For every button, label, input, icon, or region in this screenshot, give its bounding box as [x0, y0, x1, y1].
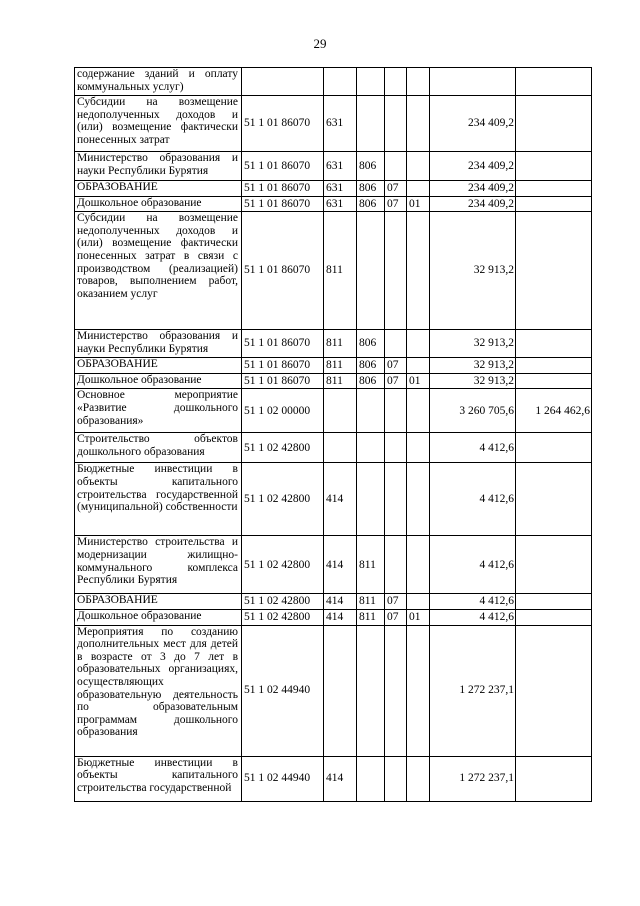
subsection-cell	[407, 756, 430, 801]
ministry-code-cell	[357, 389, 385, 433]
target-article-cell: 51 1 01 86070	[242, 96, 324, 152]
amount-cell: 32 913,2	[430, 212, 516, 330]
row-name-cell: Субсидии на возмещение недополученных доходов и (или) возмещение фактически понесенных затрат в связи с производством (реализацией) товаров, выполнением работ, оказанием услуг	[75, 212, 242, 330]
expense-type-cell	[324, 433, 357, 463]
subsection-cell	[407, 68, 430, 96]
section-cell	[385, 96, 407, 152]
amount-cell: 4 412,6	[430, 594, 516, 610]
target-article-cell: 51 1 02 44940	[242, 625, 324, 756]
amount-extra-cell	[516, 463, 592, 536]
target-article-cell: 51 1 02 42800	[242, 609, 324, 625]
section-cell: 07	[385, 609, 407, 625]
subsection-cell	[407, 594, 430, 610]
target-article-cell: 51 1 01 86070	[242, 373, 324, 389]
target-article-cell: 51 1 01 86070	[242, 358, 324, 374]
ministry-code-cell	[357, 433, 385, 463]
subsection-cell	[407, 330, 430, 358]
table-row	[75, 625, 592, 756]
table-row	[75, 358, 592, 374]
ministry-code-cell: 811	[357, 536, 385, 594]
budget-table	[74, 67, 592, 802]
table-row	[75, 433, 592, 463]
table-row	[75, 756, 592, 801]
row-name-cell: Субсидии на возмещение недополученных доходов и (или) возмещение фактически понесенных затрат	[75, 96, 242, 152]
row-name-cell: Дошкольное образование	[75, 196, 242, 212]
amount-extra-cell	[516, 373, 592, 389]
amount-extra-cell	[516, 212, 592, 330]
row-name-cell: Мероприятия по созданию дополнительных мест для детей в возрасте от 3 до 7 лет в образовательных организациях, осуществляющих образовательную деятельность по образовательным программам дошкольного образования	[75, 625, 242, 756]
ministry-code-cell	[357, 96, 385, 152]
row-name-cell: Строительство объектов дошкольного образования	[75, 433, 242, 463]
table-row	[75, 96, 592, 152]
expense-type-cell: 811	[324, 358, 357, 374]
subsection-cell	[407, 152, 430, 181]
amount-cell: 4 412,6	[430, 536, 516, 594]
budget-table-body	[75, 68, 592, 802]
amount-cell: 234 409,2	[430, 181, 516, 197]
amount-extra-cell	[516, 330, 592, 358]
expense-type-cell: 414	[324, 536, 357, 594]
table-row	[75, 212, 592, 330]
subsection-cell: 01	[407, 609, 430, 625]
target-article-cell	[242, 68, 324, 96]
table-row	[75, 181, 592, 197]
amount-extra-cell	[516, 609, 592, 625]
subsection-cell	[407, 358, 430, 374]
amount-cell: 234 409,2	[430, 96, 516, 152]
amount-cell: 1 272 237,1	[430, 756, 516, 801]
section-cell	[385, 212, 407, 330]
amount-cell: 4 412,6	[430, 609, 516, 625]
amount-extra-cell	[516, 181, 592, 197]
ministry-code-cell	[357, 625, 385, 756]
page-number: 29	[313, 36, 327, 51]
subsection-cell	[407, 433, 430, 463]
section-cell	[385, 536, 407, 594]
section-cell	[385, 433, 407, 463]
row-name-cell: Бюджетные инвестиции в объекты капитального строительства государственной	[75, 756, 242, 801]
row-name-cell: ОБРАЗОВАНИЕ	[75, 181, 242, 197]
section-cell: 07	[385, 358, 407, 374]
table-row	[75, 389, 592, 433]
amount-cell: 234 409,2	[430, 196, 516, 212]
ministry-code-cell: 811	[357, 609, 385, 625]
amount-extra-cell: 1 264 462,6	[516, 389, 592, 433]
row-name-cell: ОБРАЗОВАНИЕ	[75, 594, 242, 610]
expense-type-cell	[324, 625, 357, 756]
subsection-cell: 01	[407, 373, 430, 389]
subsection-cell: 01	[407, 196, 430, 212]
target-article-cell: 51 1 02 00000	[242, 389, 324, 433]
section-cell	[385, 463, 407, 536]
expense-type-cell: 414	[324, 463, 357, 536]
row-name-cell: Министерство образования и науки Республики Бурятия	[75, 330, 242, 358]
amount-extra-cell	[516, 756, 592, 801]
table-row	[75, 609, 592, 625]
section-cell	[385, 330, 407, 358]
expense-type-cell: 631	[324, 181, 357, 197]
amount-extra-cell	[516, 536, 592, 594]
subsection-cell	[407, 536, 430, 594]
amount-extra-cell	[516, 68, 592, 96]
amount-extra-cell	[516, 594, 592, 610]
expense-type-cell: 811	[324, 212, 357, 330]
target-article-cell: 51 1 02 42800	[242, 433, 324, 463]
ministry-code-cell: 806	[357, 152, 385, 181]
target-article-cell: 51 1 02 42800	[242, 463, 324, 536]
amount-extra-cell	[516, 196, 592, 212]
amount-cell: 4 412,6	[430, 463, 516, 536]
expense-type-cell: 811	[324, 330, 357, 358]
row-name-cell: ОБРАЗОВАНИЕ	[75, 358, 242, 374]
amount-extra-cell	[516, 96, 592, 152]
subsection-cell	[407, 625, 430, 756]
amount-extra-cell	[516, 625, 592, 756]
table-row	[75, 196, 592, 212]
expense-type-cell: 414	[324, 594, 357, 610]
amount-extra-cell	[516, 358, 592, 374]
subsection-cell	[407, 181, 430, 197]
amount-cell: 32 913,2	[430, 358, 516, 374]
section-cell	[385, 68, 407, 96]
ministry-code-cell	[357, 463, 385, 536]
amount-cell: 1 272 237,1	[430, 625, 516, 756]
target-article-cell: 51 1 01 86070	[242, 330, 324, 358]
row-name-cell: Дошкольное образование	[75, 373, 242, 389]
target-article-cell: 51 1 01 86070	[242, 196, 324, 212]
ministry-code-cell: 806	[357, 358, 385, 374]
expense-type-cell: 414	[324, 756, 357, 801]
amount-cell: 234 409,2	[430, 152, 516, 181]
expense-type-cell	[324, 68, 357, 96]
section-cell: 07	[385, 181, 407, 197]
row-name-cell: Бюджетные инвестиции в объекты капитального строительства государственной (муниципальной) собственности	[75, 463, 242, 536]
row-name-cell: Дошкольное образование	[75, 609, 242, 625]
target-article-cell: 51 1 02 44940	[242, 756, 324, 801]
ministry-code-cell: 806	[357, 373, 385, 389]
ministry-code-cell	[357, 68, 385, 96]
ministry-code-cell: 806	[357, 181, 385, 197]
table-row	[75, 594, 592, 610]
amount-extra-cell	[516, 152, 592, 181]
row-name-cell: Основное мероприятие «Развитие дошкольного образования»	[75, 389, 242, 433]
expense-type-cell: 414	[324, 609, 357, 625]
expense-type-cell: 631	[324, 96, 357, 152]
table-row	[75, 463, 592, 536]
ministry-code-cell	[357, 212, 385, 330]
ministry-code-cell	[357, 756, 385, 801]
table-row	[75, 330, 592, 358]
section-cell: 07	[385, 594, 407, 610]
expense-type-cell	[324, 389, 357, 433]
target-article-cell: 51 1 01 86070	[242, 181, 324, 197]
amount-extra-cell	[516, 433, 592, 463]
ministry-code-cell: 806	[357, 330, 385, 358]
section-cell: 07	[385, 196, 407, 212]
section-cell	[385, 152, 407, 181]
section-cell	[385, 389, 407, 433]
amount-cell: 3 260 705,6	[430, 389, 516, 433]
subsection-cell	[407, 389, 430, 433]
table-row	[75, 373, 592, 389]
section-cell: 07	[385, 373, 407, 389]
amount-cell: 32 913,2	[430, 373, 516, 389]
table-row	[75, 536, 592, 594]
row-name-cell: Министерство образования и науки Республики Бурятия	[75, 152, 242, 181]
expense-type-cell: 631	[324, 152, 357, 181]
amount-cell: 32 913,2	[430, 330, 516, 358]
ministry-code-cell: 806	[357, 196, 385, 212]
target-article-cell: 51 1 02 42800	[242, 594, 324, 610]
target-article-cell: 51 1 01 86070	[242, 212, 324, 330]
row-name-cell: содержание зданий и оплату коммунальных услуг)	[75, 68, 242, 96]
section-cell	[385, 756, 407, 801]
subsection-cell	[407, 96, 430, 152]
target-article-cell: 51 1 02 42800	[242, 536, 324, 594]
table-row	[75, 152, 592, 181]
section-cell	[385, 625, 407, 756]
expense-type-cell: 631	[324, 196, 357, 212]
amount-cell: 4 412,6	[430, 433, 516, 463]
row-name-cell: Министерство строительства и модернизации жилищно-коммунального комплекса Республики Бурятия	[75, 536, 242, 594]
expense-type-cell: 811	[324, 373, 357, 389]
amount-cell	[430, 68, 516, 96]
target-article-cell: 51 1 01 86070	[242, 152, 324, 181]
subsection-cell	[407, 212, 430, 330]
table-row	[75, 68, 592, 96]
subsection-cell	[407, 463, 430, 536]
ministry-code-cell: 811	[357, 594, 385, 610]
